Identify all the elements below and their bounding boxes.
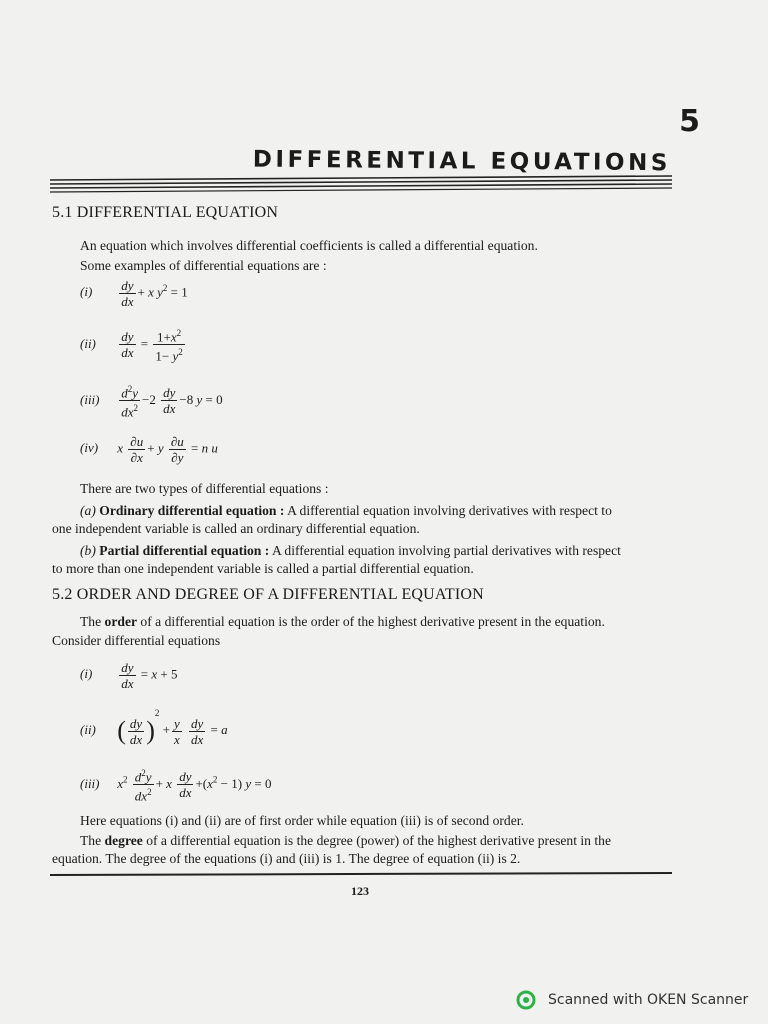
equation-label: (ii) <box>80 722 96 737</box>
paragraph-order-note: Here equations (i) and (ii) are of first order while equation (iii) is of second order. <box>80 813 524 828</box>
equation-order-i: (i) $\frac{dy}{dx}$ = x + 5 <box>80 660 178 691</box>
equation-label: (iii) <box>80 391 100 407</box>
equation-order-ii: (ii) ( $\frac{dy}{dx}$ )$^2$ + $\frac{y}{x}$ $\frac{dy}{dx}$ = a <box>80 708 228 747</box>
term-order: order <box>104 614 138 629</box>
item-label-a: (a) <box>80 503 96 518</box>
equation-example-i: (i) $\frac{dy}{dx}$ + x $y^2 = 1$ <box>80 278 188 309</box>
term-degree: degree <box>104 833 143 848</box>
term-partial: Partial differential equation : <box>99 543 270 558</box>
term-ordinary: Ordinary differential equation : <box>99 503 285 518</box>
title-double-rule <box>50 174 672 194</box>
watermark-text: Scanned with OKEN Scanner <box>548 992 749 1008</box>
chapter-title: DIFFERENTIAL EQUATIONS <box>252 146 671 177</box>
equation-label: (iii) <box>80 775 100 791</box>
paragraph-consider: Consider differential equations <box>52 633 221 648</box>
definition-ordinary <box>80 502 675 519</box>
paragraph-examples-intro: Some examples of differential equations are : <box>80 258 327 273</box>
definition-partial-line2: to more than one independent variable is called a partial differential equation. <box>52 561 474 576</box>
definition-ordinary-line1: A differential equation involving derivatives with respect to <box>287 503 612 518</box>
definition-partial <box>80 542 675 559</box>
scanner-watermark <box>516 988 761 1012</box>
chapter-number: 5 <box>679 104 700 139</box>
equation-example-iv: (iv) x $\frac{\partial u}{\partial x}$ + y $\frac{\partial u}{\partial y}$ = n u <box>80 434 218 465</box>
footer-rule <box>50 872 672 878</box>
equation-label: (i) <box>80 284 93 300</box>
section-heading-5-2: 5.2 ORDER AND DEGREE OF A DIFFERENTIAL EQUATION <box>52 586 484 603</box>
equation-order-iii: (iii) $x^2$ $\frac{d^2y}{dx^2}$ + x $\frac{dy}{dx}$ $+(x^2 - 1) y = 0$ <box>80 768 272 804</box>
equation-example-iii: (iii) $\frac{d^2y}{dx^2}$ −2 $\frac{dy}{dx}$ −8 y = 0 <box>80 384 223 420</box>
section-heading-5-1: 5.1 DIFFERENTIAL EQUATION <box>52 204 279 221</box>
equation-label: (iv) <box>80 440 99 456</box>
scanner-logo-icon <box>516 990 536 1010</box>
paragraph-degree-definition: The degree of a differential equation is the degree (power) of the highest derivative present in the <box>80 833 611 848</box>
paragraph-types-intro: There are two types of differential equations : <box>80 481 329 496</box>
paragraph-order-definition: The order of a differential equation is the order of the highest derivative present in the equation. <box>80 614 605 629</box>
equation-label: (ii) <box>80 335 96 351</box>
page-number: 123 <box>351 884 369 898</box>
equation-label: (i) <box>80 666 93 682</box>
item-label-b: (b) <box>80 543 96 558</box>
paragraph-definition: An equation which involves differential coefficients is called a differential equation. <box>80 238 538 253</box>
definition-partial-line1: A differential equation involving partial derivatives with respect <box>271 543 621 558</box>
paragraph-degree-line2: equation. The degree of the equations (i) and (iii) is 1. The degree of equation (ii) is 2. <box>52 851 521 866</box>
definition-ordinary-line2: one independent variable is called an ordinary differential equation. <box>52 521 420 536</box>
equation-example-ii: (ii) $\frac{dy}{dx}$ = $\frac{1+x^2}{1- y^2}$ <box>80 328 183 364</box>
